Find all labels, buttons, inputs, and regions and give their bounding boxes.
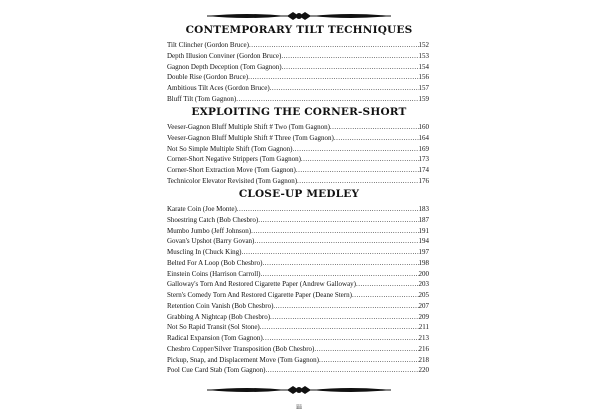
entry-page: 218 — [418, 355, 429, 364]
section-list-tilt — [167, 40, 429, 105]
toc-entry[interactable] — [167, 122, 429, 133]
entry-title: Corner-Short Negative Strippers (Tom Gagnon) — [167, 155, 301, 164]
toc-entry[interactable] — [167, 279, 429, 290]
toc-entry[interactable] — [167, 290, 429, 301]
entry-title: Belted For A Loop (Bob Chesbro) — [167, 258, 263, 267]
section-title-close-up: CLOSE-UP MEDLEY — [238, 188, 360, 200]
entry-page: 216 — [418, 344, 429, 353]
toc-entry[interactable] — [167, 51, 429, 62]
entry-title: Stern's Comedy Torn And Restored Cigarette Paper (Deane Stern) — [167, 291, 352, 299]
toc-entry[interactable] — [167, 133, 429, 144]
toc-entry[interactable] — [167, 204, 429, 215]
entry-title: Chesbro Copper/Silver Transposition (Bob Chesbro) — [167, 344, 315, 353]
entry-title: Gagnon Depth Deception (Tom Gagnon) — [167, 62, 282, 71]
entry-page: 156 — [418, 73, 429, 82]
section-list-corner-short — [167, 122, 429, 187]
toc-entry[interactable] — [167, 365, 429, 376]
entry-page: 173 — [418, 155, 429, 164]
ornament-divider-bottom — [167, 384, 431, 396]
entry-page: 197 — [418, 248, 429, 256]
entry-title: Mumbo Jumbo (Jeff Johnson) — [167, 226, 252, 235]
entry-page: 159 — [418, 94, 429, 103]
toc-entry[interactable] — [167, 176, 429, 187]
section-list-close-up — [167, 204, 429, 376]
entry-title: Corner-Short Extraction Move (Tom Gagnon) — [167, 166, 296, 174]
section-title-corner-short: EXPLOITING THE CORNER-SHORT — [191, 106, 407, 118]
toc-entry[interactable] — [167, 40, 429, 51]
ornament-divider-top — [167, 10, 431, 22]
toc-entry[interactable] — [167, 72, 429, 83]
entry-page: 205 — [418, 291, 429, 299]
entry-title: Bluff Tilt (Tom Gagnon) — [167, 94, 237, 103]
entry-title: Tilt Clincher (Gordon Bruce) — [167, 41, 249, 49]
toc-entry[interactable] — [167, 258, 429, 269]
entry-page: 207 — [418, 301, 429, 310]
toc-entry[interactable] — [167, 312, 429, 323]
entry-page: 153 — [418, 51, 429, 60]
entry-page: 160 — [418, 123, 429, 131]
entry-page: 220 — [418, 366, 429, 375]
toc-entry[interactable] — [167, 226, 429, 237]
entry-title: Veeser-Gagnon Bluff Multiple Shift # Two (Tom Gagnon) — [167, 123, 330, 131]
entry-title: Karate Coin (Joe Monte) — [167, 205, 237, 213]
toc-entry[interactable] — [167, 247, 429, 258]
entry-title: Govan's Upshot (Barry Govan) — [167, 237, 255, 246]
entry-title: Veeser-Gagnon Bluff Multiple Shift # Three (Tom Gagnon) — [167, 133, 334, 142]
entry-title: Einstein Coins (Harrison Carroll) — [167, 269, 261, 278]
toc-entry[interactable] — [167, 333, 429, 344]
toc-entry[interactable] — [167, 344, 429, 355]
entry-page: 191 — [418, 226, 429, 235]
toc-entry[interactable] — [167, 165, 429, 176]
entry-title: Grabbing A Nightcap (Bob Chesbro) — [167, 312, 271, 321]
entry-page: 183 — [418, 205, 429, 213]
entry-title: Double Rise (Gordon Bruce) — [167, 73, 249, 82]
toc-entry[interactable] — [167, 215, 429, 226]
entry-page: 176 — [418, 176, 429, 185]
toc-entry[interactable] — [167, 83, 429, 94]
entry-title: Radical Expansion (Tom Gagnon) — [167, 334, 263, 342]
entry-page: 209 — [418, 312, 429, 321]
entry-page: 157 — [418, 84, 429, 92]
entry-page: 194 — [418, 237, 429, 246]
section-title-tilt: CONTEMPORARY TILT TECHNIQUES — [185, 24, 413, 36]
toc-entry[interactable] — [167, 301, 429, 312]
toc-entry[interactable] — [167, 154, 429, 165]
entry-title: Pickup, Snap, and Displacement Move (Tom Gagnon) — [167, 355, 319, 364]
toc-page — [155, 0, 443, 416]
entry-title: Galloway's Torn And Restored Cigarette Paper (Andrew Galloway) — [167, 280, 357, 289]
entry-title: Pool Cue Card Stab (Tom Gagnon) — [167, 366, 266, 375]
entry-page: 200 — [418, 269, 429, 278]
toc-entry[interactable] — [167, 144, 429, 155]
entry-title: Not So Rapid Transit (Sol Stone) — [167, 323, 260, 332]
toc-entry[interactable] — [167, 269, 429, 280]
entry-title: Muscling In (Chuck King) — [167, 248, 242, 256]
page-number: iii — [296, 403, 302, 411]
entry-page: 213 — [418, 334, 429, 342]
entry-page: 154 — [418, 62, 429, 71]
entry-title: Depth Illusion Conviner (Gordon Bruce) — [167, 51, 282, 60]
entry-page: 203 — [418, 280, 429, 289]
entry-page: 169 — [418, 144, 429, 153]
toc-entry[interactable] — [167, 62, 429, 73]
toc-entry[interactable] — [167, 322, 429, 333]
entry-title: Shoestring Catch (Bob Chesbro) — [167, 215, 259, 224]
entry-title: Ambitious Tilt Aces (Gordon Bruce) — [167, 84, 270, 92]
entry-title: Not So Simple Multiple Shift (Tom Gagnon) — [167, 144, 293, 153]
entry-page: 164 — [418, 133, 429, 142]
entry-page: 152 — [418, 41, 429, 49]
toc-entry[interactable] — [167, 355, 429, 366]
toc-entry[interactable] — [167, 94, 429, 105]
entry-page: 174 — [418, 166, 429, 174]
entry-page: 211 — [418, 323, 429, 332]
entry-page: 198 — [418, 258, 429, 267]
entry-page: 187 — [418, 215, 429, 224]
entry-title: Technicolor Elevator Revisited (Tom Gagnon) — [167, 176, 298, 185]
toc-entry[interactable] — [167, 236, 429, 247]
entry-title: Retention Coin Vanish (Bob Chesbro) — [167, 301, 274, 310]
